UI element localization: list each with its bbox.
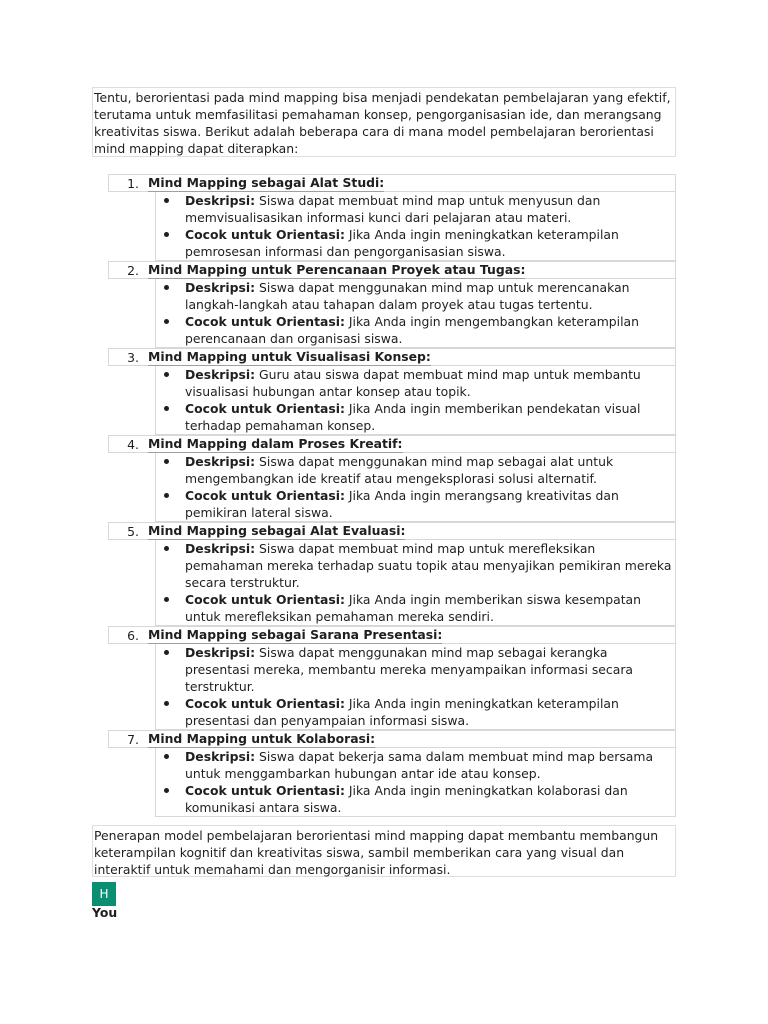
intro-paragraph-box	[92, 87, 676, 157]
bullet-icon	[164, 754, 169, 759]
sub-item-label: Cocok untuk Orientasi:	[185, 592, 345, 607]
sub-item-text: Jika Anda ingin meningkatkan kolaborasi dan komunikasi antara siswa.	[185, 783, 628, 815]
sub-list	[155, 748, 676, 817]
sub-item-label: Deskripsi:	[185, 541, 256, 556]
sub-list	[155, 366, 676, 435]
sub-list	[155, 540, 676, 626]
sub-item-text: Guru atau siswa dapat membuat mind map untuk membantu visualisasi hubungan antar konsep atau topik.	[185, 367, 641, 399]
outro-paragraph-box	[92, 825, 676, 877]
sub-item-label: Cocok untuk Orientasi:	[185, 696, 345, 711]
user-avatar[interactable]	[92, 882, 116, 906]
bullet-icon	[164, 198, 169, 203]
sub-item-text: Jika Anda ingin mengembangkan keterampilan perencanaan dan organisasi siswa.	[185, 314, 639, 346]
sub-item-label: Cocok untuk Orientasi:	[185, 227, 345, 242]
list-item-title: Mind Mapping sebagai Sarana Presentasi:	[148, 627, 443, 642]
list-item-title: Mind Mapping untuk Perencanaan Proyek atau Tugas:	[148, 262, 526, 277]
user-name-label: You	[92, 905, 118, 920]
intro-paragraph: Tentu, berorientasi pada mind mapping bisa menjadi pendekatan pembelajaran yang efektif, terutama untuk memfasilitasi pemahaman konsep, pengorganisasian ide, dan merangsang kreativitas siswa. Berikut adalah beberapa cara di mana model pembelajaran berorientasi mind mapping dapat diterapkan:	[94, 90, 671, 156]
sub-item-label: Cocok untuk Orientasi:	[185, 488, 345, 503]
sub-list	[155, 453, 676, 522]
sub-item-label: Deskripsi:	[185, 367, 256, 382]
sub-item-text: Siswa dapat menggunakan mind map sebagai alat untuk mengembangkan ide kreatif atau mengeksplorasi solusi alternatif.	[185, 454, 614, 486]
bullet-icon	[164, 650, 169, 655]
sub-item-label: Deskripsi:	[185, 645, 256, 660]
list-item-title: Mind Mapping untuk Visualisasi Konsep:	[148, 349, 431, 364]
sub-list	[155, 279, 676, 348]
bullet-icon	[164, 319, 169, 324]
sub-list-item	[156, 695, 675, 729]
bullet-icon	[164, 701, 169, 706]
list-item	[108, 348, 676, 435]
list-item-number: 4.	[127, 436, 139, 452]
sub-item-text: Jika Anda ingin merangsang kreativitas dan pemikiran lateral siswa.	[185, 488, 619, 520]
list-item-number: 2.	[127, 262, 139, 278]
bullet-icon	[164, 372, 169, 377]
bullet-icon	[164, 232, 169, 237]
list-item-number: 1.	[127, 175, 139, 191]
sub-item-text: Siswa dapat menggunakan mind map sebagai kerangka presentasi mereka, membantu mereka menyampaikan informasi secara terstruktur.	[185, 645, 634, 694]
outro-paragraph: Penerapan model pembelajaran berorientasi mind mapping dapat membantu membangun keterampilan kognitif dan kreativitas siswa, sambil memberikan cara yang visual dan interaktif untuk memahami dan mengorganisir informasi.	[94, 828, 659, 877]
sub-item-text: Siswa dapat membuat mind map untuk menyusun dan memvisualisasikan informasi kunci dari pelajaran atau materi.	[185, 193, 601, 225]
sub-list-item	[156, 313, 675, 347]
sub-item-label: Cocok untuk Orientasi:	[185, 401, 345, 416]
sub-list-item	[156, 400, 675, 434]
sub-list-item	[156, 279, 675, 313]
sub-item-text: Jika Anda ingin memberikan pendekatan visual terhadap pemahaman konsep.	[185, 401, 641, 433]
orientation-list	[108, 174, 676, 817]
list-item-number: 7.	[127, 731, 139, 747]
list-item-heading	[108, 435, 676, 453]
sub-list-item	[156, 782, 675, 816]
sub-list	[155, 644, 676, 730]
sub-item-label: Deskripsi:	[185, 749, 256, 764]
sub-list-item	[156, 192, 675, 226]
bullet-icon	[164, 788, 169, 793]
list-item	[108, 435, 676, 522]
sub-list-item	[156, 644, 675, 695]
sub-item-text: Siswa dapat membuat mind map untuk merefleksikan pemahaman mereka terhadap suatu topik atau menyajikan pemikiran mereka secara terstruktur.	[185, 541, 672, 590]
sub-item-text: Siswa dapat bekerja sama dalam membuat mind map bersama untuk menggambarkan hubungan antar ide atau konsep.	[185, 749, 654, 781]
sub-list-item	[156, 591, 675, 625]
bullet-icon	[164, 459, 169, 464]
sub-list-item	[156, 366, 675, 400]
sub-list-item	[156, 540, 675, 591]
list-item-title: Mind Mapping dalam Proses Kreatif:	[148, 436, 403, 451]
sub-item-text: Jika Anda ingin meningkatkan keterampilan presentasi dan penyampaian informasi siswa.	[185, 696, 619, 728]
avatar-letter: H	[99, 886, 109, 901]
sub-item-label: Deskripsi:	[185, 454, 256, 469]
list-item-heading	[108, 348, 676, 366]
sub-list-item	[156, 226, 675, 260]
list-item-number: 5.	[127, 523, 139, 539]
sub-item-text: Siswa dapat menggunakan mind map untuk merencanakan langkah-langkah atau tahapan dalam proyek atau tugas tertentu.	[185, 280, 630, 312]
list-item-title: Mind Mapping untuk Kolaborasi:	[148, 731, 376, 746]
sub-item-text: Jika Anda ingin meningkatkan keterampilan pemrosesan informasi dan pengorganisasian siswa.	[185, 227, 619, 259]
sub-item-label: Cocok untuk Orientasi:	[185, 314, 345, 329]
sub-list-item	[156, 453, 675, 487]
list-item-heading	[108, 626, 676, 644]
list-item-number: 3.	[127, 349, 139, 365]
list-item	[108, 730, 676, 817]
bullet-icon	[164, 406, 169, 411]
list-item-heading	[108, 730, 676, 748]
bullet-icon	[164, 493, 169, 498]
list-item	[108, 626, 676, 730]
list-item	[108, 174, 676, 261]
list-item-heading	[108, 522, 676, 540]
sub-item-label: Deskripsi:	[185, 280, 256, 295]
list-item-title: Mind Mapping sebagai Alat Evaluasi:	[148, 523, 406, 538]
list-item-title: Mind Mapping sebagai Alat Studi:	[148, 175, 385, 190]
sub-item-label: Deskripsi:	[185, 193, 256, 208]
bullet-icon	[164, 285, 169, 290]
sub-list	[155, 192, 676, 261]
sub-item-label: Cocok untuk Orientasi:	[185, 783, 345, 798]
list-item-number: 6.	[127, 627, 139, 643]
sub-item-text: Jika Anda ingin memberikan siswa kesempatan untuk merefleksikan pemahaman mereka sendiri.	[185, 592, 641, 624]
list-item-heading	[108, 174, 676, 192]
list-item	[108, 261, 676, 348]
list-item	[108, 522, 676, 626]
sub-list-item	[156, 487, 675, 521]
list-item-heading	[108, 261, 676, 279]
bullet-icon	[164, 546, 169, 551]
sub-list-item	[156, 748, 675, 782]
bullet-icon	[164, 597, 169, 602]
